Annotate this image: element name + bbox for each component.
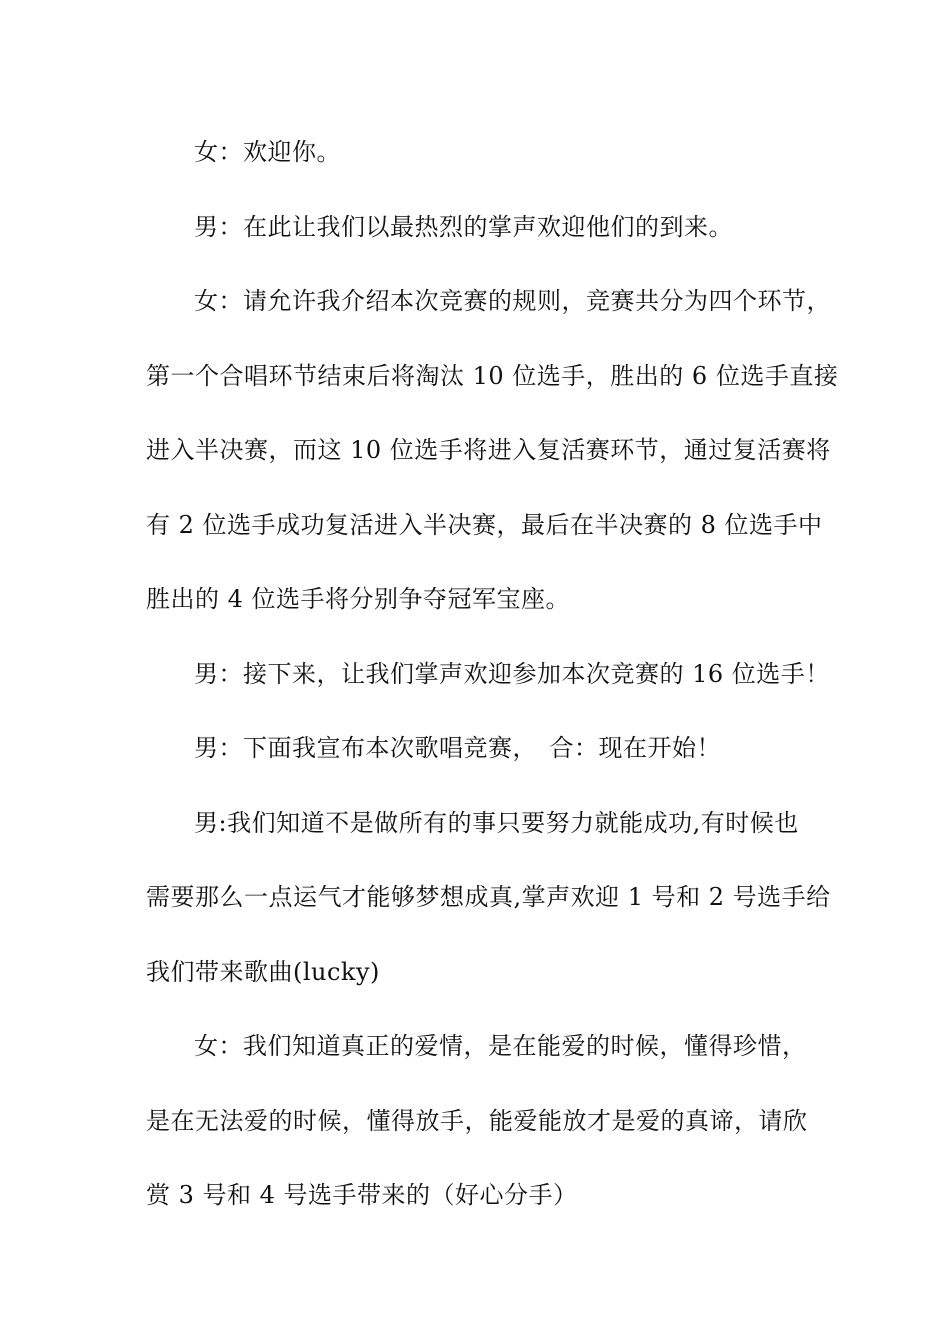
paragraph-line: 第一个合唱环节结束后将淘汰 10 位选手，胜出的 6 位选手直接 — [146, 362, 839, 390]
paragraph-line: 需要那么一点运气才能够梦想成真,掌声欢迎 1 号和 2 号选手给 — [146, 883, 831, 911]
paragraph-line: 胜出的 4 位选手将分别争夺冠军宝座。 — [146, 585, 571, 613]
paragraph-line: 赏 3 号和 4 号选手带来的（好心分手） — [146, 1181, 578, 1209]
paragraph-line: 女：请允许我介绍本次竞赛的规则，竞赛共分为四个环节， — [194, 287, 831, 315]
paragraph-line: 男：下面我宣布本次歌唱竞赛， 合：现在开始！ — [194, 734, 721, 762]
paragraph-line: 男：接下来，让我们掌声欢迎参加本次竞赛的 16 位选手！ — [194, 660, 830, 688]
paragraph-line: 女：我们知道真正的爱情，是在能爱的时候，懂得珍惜， — [194, 1032, 807, 1060]
paragraph-line: 我们带来歌曲(lucky) — [146, 958, 380, 986]
paragraph-line: 男:我们知道不是做所有的事只要努力就能成功,有时候也 — [194, 809, 799, 837]
paragraph-line: 有 2 位选手成功复活进入半决赛，最后在半决赛的 8 位选手中 — [146, 511, 823, 539]
paragraph-line: 进入半决赛，而这 10 位选手将进入复活赛环节，通过复活赛将 — [146, 436, 831, 464]
paragraph-line: 女：欢迎你。 — [194, 138, 341, 166]
paragraph-line: 男：在此让我们以最热烈的掌声欢迎他们的到来。 — [194, 213, 733, 241]
paragraph-line: 是在无法爱的时候，懂得放手，能爱能放才是爱的真谛，请欣 — [146, 1107, 808, 1135]
